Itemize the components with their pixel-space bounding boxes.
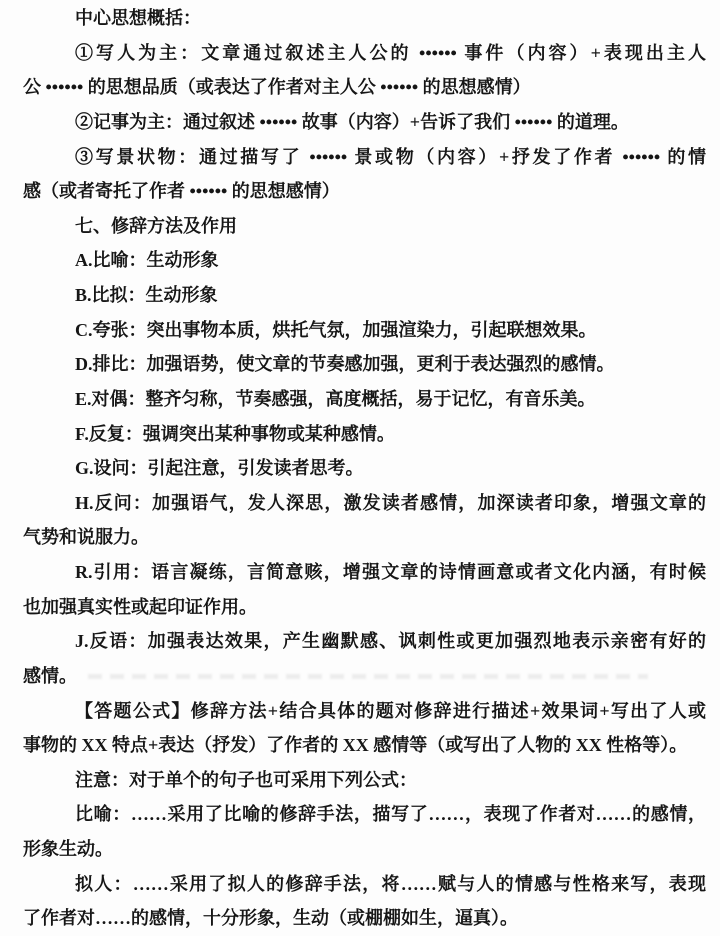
text-line: ③写景状物：通过描写了 •••••• 景或物（内容）+抒发了作者 •••••• 的情 bbox=[75, 146, 706, 167]
text-line: ②记事为主：通过叙述 •••••• 故事（内容）+告诉了我们 •••••• 的道理。 bbox=[75, 111, 629, 132]
text-line: 七、修辞方法及作用 bbox=[75, 215, 237, 236]
text-line: 拟人：……采用了拟人的修辞手法，将……赋与人的情感与性格来写，表现 bbox=[75, 873, 706, 894]
text-line: J.反语：加强表达效果，产生幽默感、讽刺性或更加强烈地表示亲密有好的 bbox=[75, 631, 706, 652]
text-line: 比喻：……采用了比喻的修辞手法，描写了……，表现了作者对……的感情， bbox=[75, 804, 706, 825]
text-line: 中心思想概括： bbox=[75, 8, 201, 28]
text-line: A.比喻：生动形象 bbox=[75, 250, 219, 271]
text-line: 事物的 XX 特点+表达（抒发）了作者的 XX 感情等（或写出了人物的 XX 性格等）。 bbox=[23, 735, 688, 756]
text-line: 注意：对于单个的句子也可采用下列公式： bbox=[75, 769, 417, 790]
text-line: C.夸张：突出事物本质，烘托气氛，加强渲染力，引起联想效果。 bbox=[75, 319, 597, 340]
text-line: F.反复：强调突出某种事物或某种感情。 bbox=[75, 423, 395, 444]
text-line: H.反问：加强语气，发人深思，激发读者感情，加深读者印象，增强文章的 bbox=[75, 492, 706, 513]
text-line: 也加强真实性或起印证作用。 bbox=[23, 596, 257, 617]
text-line: D.排比：加强语势，使文章的节奏感加强，更利于表达强烈的感情。 bbox=[75, 354, 615, 375]
text-line: 【答题公式】修辞方法+结合具体的题对修辞进行描述+效果词+写出了人或 bbox=[75, 700, 706, 721]
text-line: 气势和说服力。 bbox=[23, 527, 149, 548]
text-line: 感情。 bbox=[23, 665, 77, 686]
text-line: 感（或者寄托了作者 •••••• 的思想感情） bbox=[23, 181, 340, 202]
text-line: 公 •••••• 的思想品质（或表达了作者对主人公 •••••• 的思想感情） bbox=[23, 77, 531, 98]
text-line: B.比拟：生动形象 bbox=[75, 285, 218, 305]
text-line: 了作者对……的感情，十分形象，生动（或棚棚如生，逼真）。 bbox=[23, 908, 518, 929]
text-line: G.设问：引起注意，引发读者思考。 bbox=[75, 458, 364, 479]
text-line: 形象生动。 bbox=[23, 839, 113, 859]
text-line: E.对偶：整齐匀称，节奏感强，高度概括，易于记忆，有音乐美。 bbox=[75, 388, 596, 409]
text-line: R.引用：语言凝练，言简意赅，增强文章的诗情画意或者文化内涵，有时候 bbox=[75, 562, 706, 582]
text-line: ①写人为主：文章通过叙述主人公的 •••••• 事件（内容）+表现出主人 bbox=[75, 42, 706, 63]
